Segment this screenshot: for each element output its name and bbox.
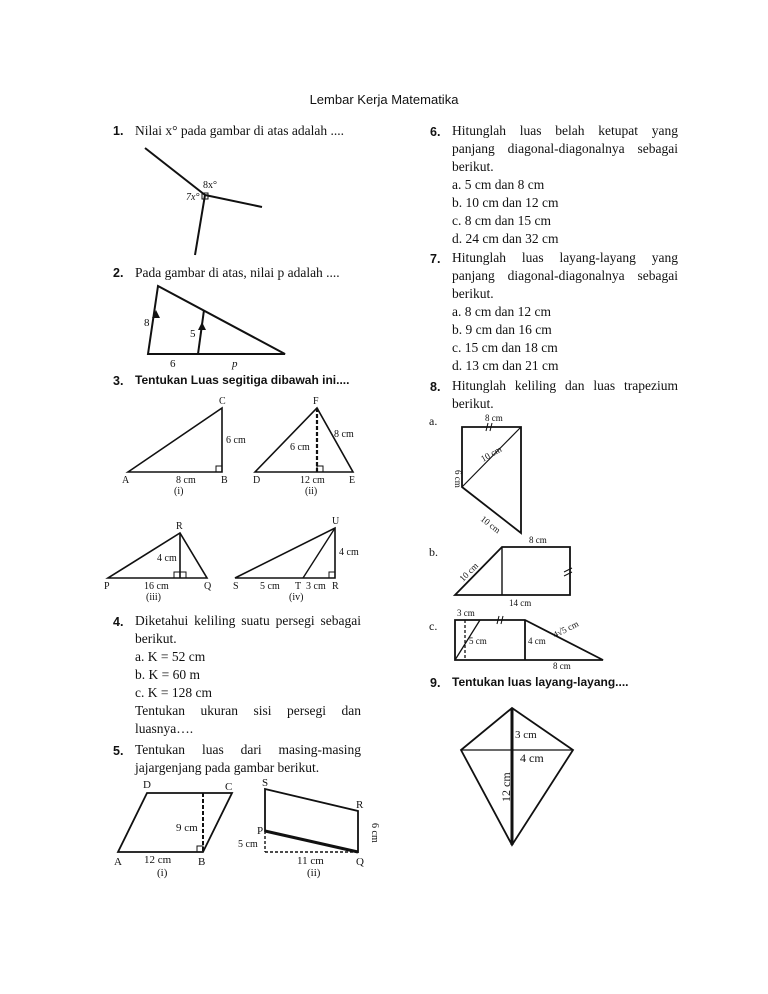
q1-label-8x: 8x° — [203, 180, 217, 191]
q5i-h: 9 cm — [176, 822, 198, 834]
q8a-label: a. — [429, 414, 438, 428]
q1-text: Nilai x° pada gambar di atas adalah .... — [135, 123, 344, 138]
q3iv-T: T — [295, 581, 302, 592]
q4-line1: Diketahui keliling suatu persegi sebagai — [135, 613, 361, 628]
q8a-left: 6 cm — [453, 470, 463, 488]
q4-line3: Tentukan ukuran sisi persegi dan — [135, 703, 361, 718]
q6-option-d: d. 24 cm dan 32 cm — [452, 231, 559, 246]
q7-option-a: a. 8 cm dan 12 cm — [452, 304, 551, 319]
q3i-B: B — [221, 475, 228, 486]
q5ii-c: 6 cm — [369, 823, 380, 843]
page-title: Lembar Kerja Matematika — [309, 92, 459, 107]
q3iii-Q: Q — [204, 581, 212, 592]
q9-label-3: 3 cm — [515, 729, 537, 741]
q8b-slant: 10 cm — [457, 560, 481, 584]
q5ii-S: S — [262, 777, 269, 789]
q8a-slant: 10 cm — [478, 513, 503, 536]
q4-option-a: a. K = 52 cm — [135, 649, 206, 664]
q8a-top: 8 cm — [485, 413, 503, 423]
q3i-h: 6 cm — [226, 435, 246, 446]
q3ii-E: E — [349, 475, 356, 486]
q3-text: Tentukan Luas segitiga dibawah ini.... — [135, 373, 350, 387]
q7-line2: panjang diagonal-diagonalnya sebagai — [452, 268, 678, 283]
q5-number: 5. — [113, 744, 124, 758]
q8b-top: 8 cm — [529, 535, 547, 545]
q3iii-h: 4 cm — [157, 553, 177, 564]
q4-option-c: c. K = 128 cm — [135, 685, 212, 700]
q2-number: 2. — [113, 266, 124, 280]
q3i-b: 8 cm — [176, 475, 196, 486]
q4-number: 4. — [113, 615, 124, 629]
q3iv-cap: (iv) — [289, 592, 304, 603]
q9-label-12: 12 cm — [499, 772, 513, 802]
q6-option-b: b. 10 cm dan 12 cm — [452, 195, 559, 210]
q3iv-R: R — [332, 581, 339, 592]
q3iv-b: 3 cm — [306, 581, 326, 592]
q5i-C: C — [225, 781, 233, 793]
q4-line2: berikut. — [135, 631, 177, 646]
q6-option-a: a. 5 cm dan 8 cm — [452, 177, 545, 192]
q1-angle-figure — [140, 145, 270, 260]
q8c-bottom: 8 cm — [553, 661, 571, 671]
q1-number: 1. — [113, 124, 124, 138]
q8-line2: berikut. — [452, 396, 494, 411]
q7-option-d: d. 13 cm dan 21 cm — [452, 358, 559, 373]
q6-option-c: c. 8 cm dan 15 cm — [452, 213, 551, 228]
q3i-C: C — [219, 396, 226, 407]
q8-line1: Hitunglah keliling dan luas trapezium — [452, 378, 678, 393]
q2-text: Pada gambar di atas, nilai p adalah .... — [135, 265, 340, 280]
q5i-b: 12 cm — [144, 854, 172, 866]
q2-label-p: p — [232, 358, 238, 370]
q5ii-cap: (ii) — [307, 867, 321, 879]
q2-label-8: 8 — [144, 317, 150, 329]
q5ii-P: P — [257, 825, 264, 837]
q3iii-R: R — [176, 521, 183, 532]
q3ii-s: 8 cm — [334, 429, 354, 440]
q3-triangles-figure — [104, 395, 365, 605]
q8c-top: 3 cm — [457, 608, 475, 618]
q5ii-R: R — [356, 799, 364, 811]
q3ii-cap: (ii) — [305, 486, 318, 497]
q8b-label: b. — [429, 545, 438, 559]
q5ii-Q: Q — [356, 856, 364, 868]
q3i-A: A — [122, 475, 130, 486]
q3iii-b: 16 cm — [144, 581, 169, 592]
q7-number: 7. — [430, 252, 441, 266]
q3iv-S: S — [233, 581, 239, 592]
q5i-A: A — [114, 856, 122, 868]
q9-text: Tentukan luas layang-layang.... — [452, 675, 629, 689]
q6-line1: Hitunglah luas belah ketupat yang — [452, 123, 678, 138]
q8c-label: c. — [429, 619, 438, 633]
q3iv-U: U — [332, 516, 340, 527]
q3iii-cap: (iii) — [146, 592, 161, 603]
q2-label-6: 6 — [170, 358, 176, 370]
q7-line3: berikut. — [452, 286, 494, 301]
q5i-D: D — [143, 779, 151, 791]
q9-number: 9. — [430, 676, 441, 690]
q3i-cap: (i) — [174, 486, 184, 497]
q8-number: 8. — [430, 380, 441, 394]
q8c-slant: 4√5 cm — [551, 618, 581, 640]
q3ii-F: F — [313, 396, 319, 407]
q3iv-h: 4 cm — [339, 547, 359, 558]
q3-number: 3. — [113, 374, 124, 388]
q8b-bottom: 14 cm — [509, 598, 532, 608]
q4-line4: luasnya…. — [135, 721, 194, 736]
q3iv-a: 5 cm — [260, 581, 280, 592]
q9-label-4: 4 cm — [520, 751, 544, 765]
q5i-cap: (i) — [157, 867, 168, 879]
q5-line2: jajargenjang pada gambar berikut. — [135, 760, 320, 775]
q8a-diag: 10 cm — [479, 443, 504, 464]
q6-line3: berikut. — [452, 159, 494, 174]
q2-label-5: 5 — [190, 328, 196, 340]
q5-line1: Tentukan luas dari masing-masing — [135, 742, 361, 757]
q3ii-b: 12 cm — [300, 475, 325, 486]
q4-option-b: b. K = 60 m — [135, 667, 200, 682]
q5-parallelograms-figure — [110, 775, 380, 890]
q7-option-b: b. 9 cm dan 16 cm — [452, 322, 552, 337]
q8c-middle: 4 cm — [528, 636, 546, 646]
q7-line1: Hitunglah luas layang-layang yang — [452, 250, 678, 265]
q5ii-b: 11 cm — [297, 855, 324, 867]
q5ii-a: 5 cm — [238, 839, 258, 850]
q5i-B: B — [198, 856, 206, 868]
q6-line2: panjang diagonal-diagonalnya sebagai — [452, 141, 678, 156]
q1-label-7x: 7x° — [186, 192, 200, 203]
q8c-height: 5 cm — [469, 636, 487, 646]
q3ii-h: 6 cm — [290, 442, 310, 453]
q2-triangle-figure — [140, 282, 290, 372]
q9-kite-figure — [455, 705, 585, 850]
q8-trapezium-figures — [425, 410, 615, 670]
q7-option-c: c. 15 cm dan 18 cm — [452, 340, 558, 355]
q3iii-P: P — [104, 581, 110, 592]
q6-number: 6. — [430, 125, 441, 139]
q3ii-D: D — [253, 475, 261, 486]
